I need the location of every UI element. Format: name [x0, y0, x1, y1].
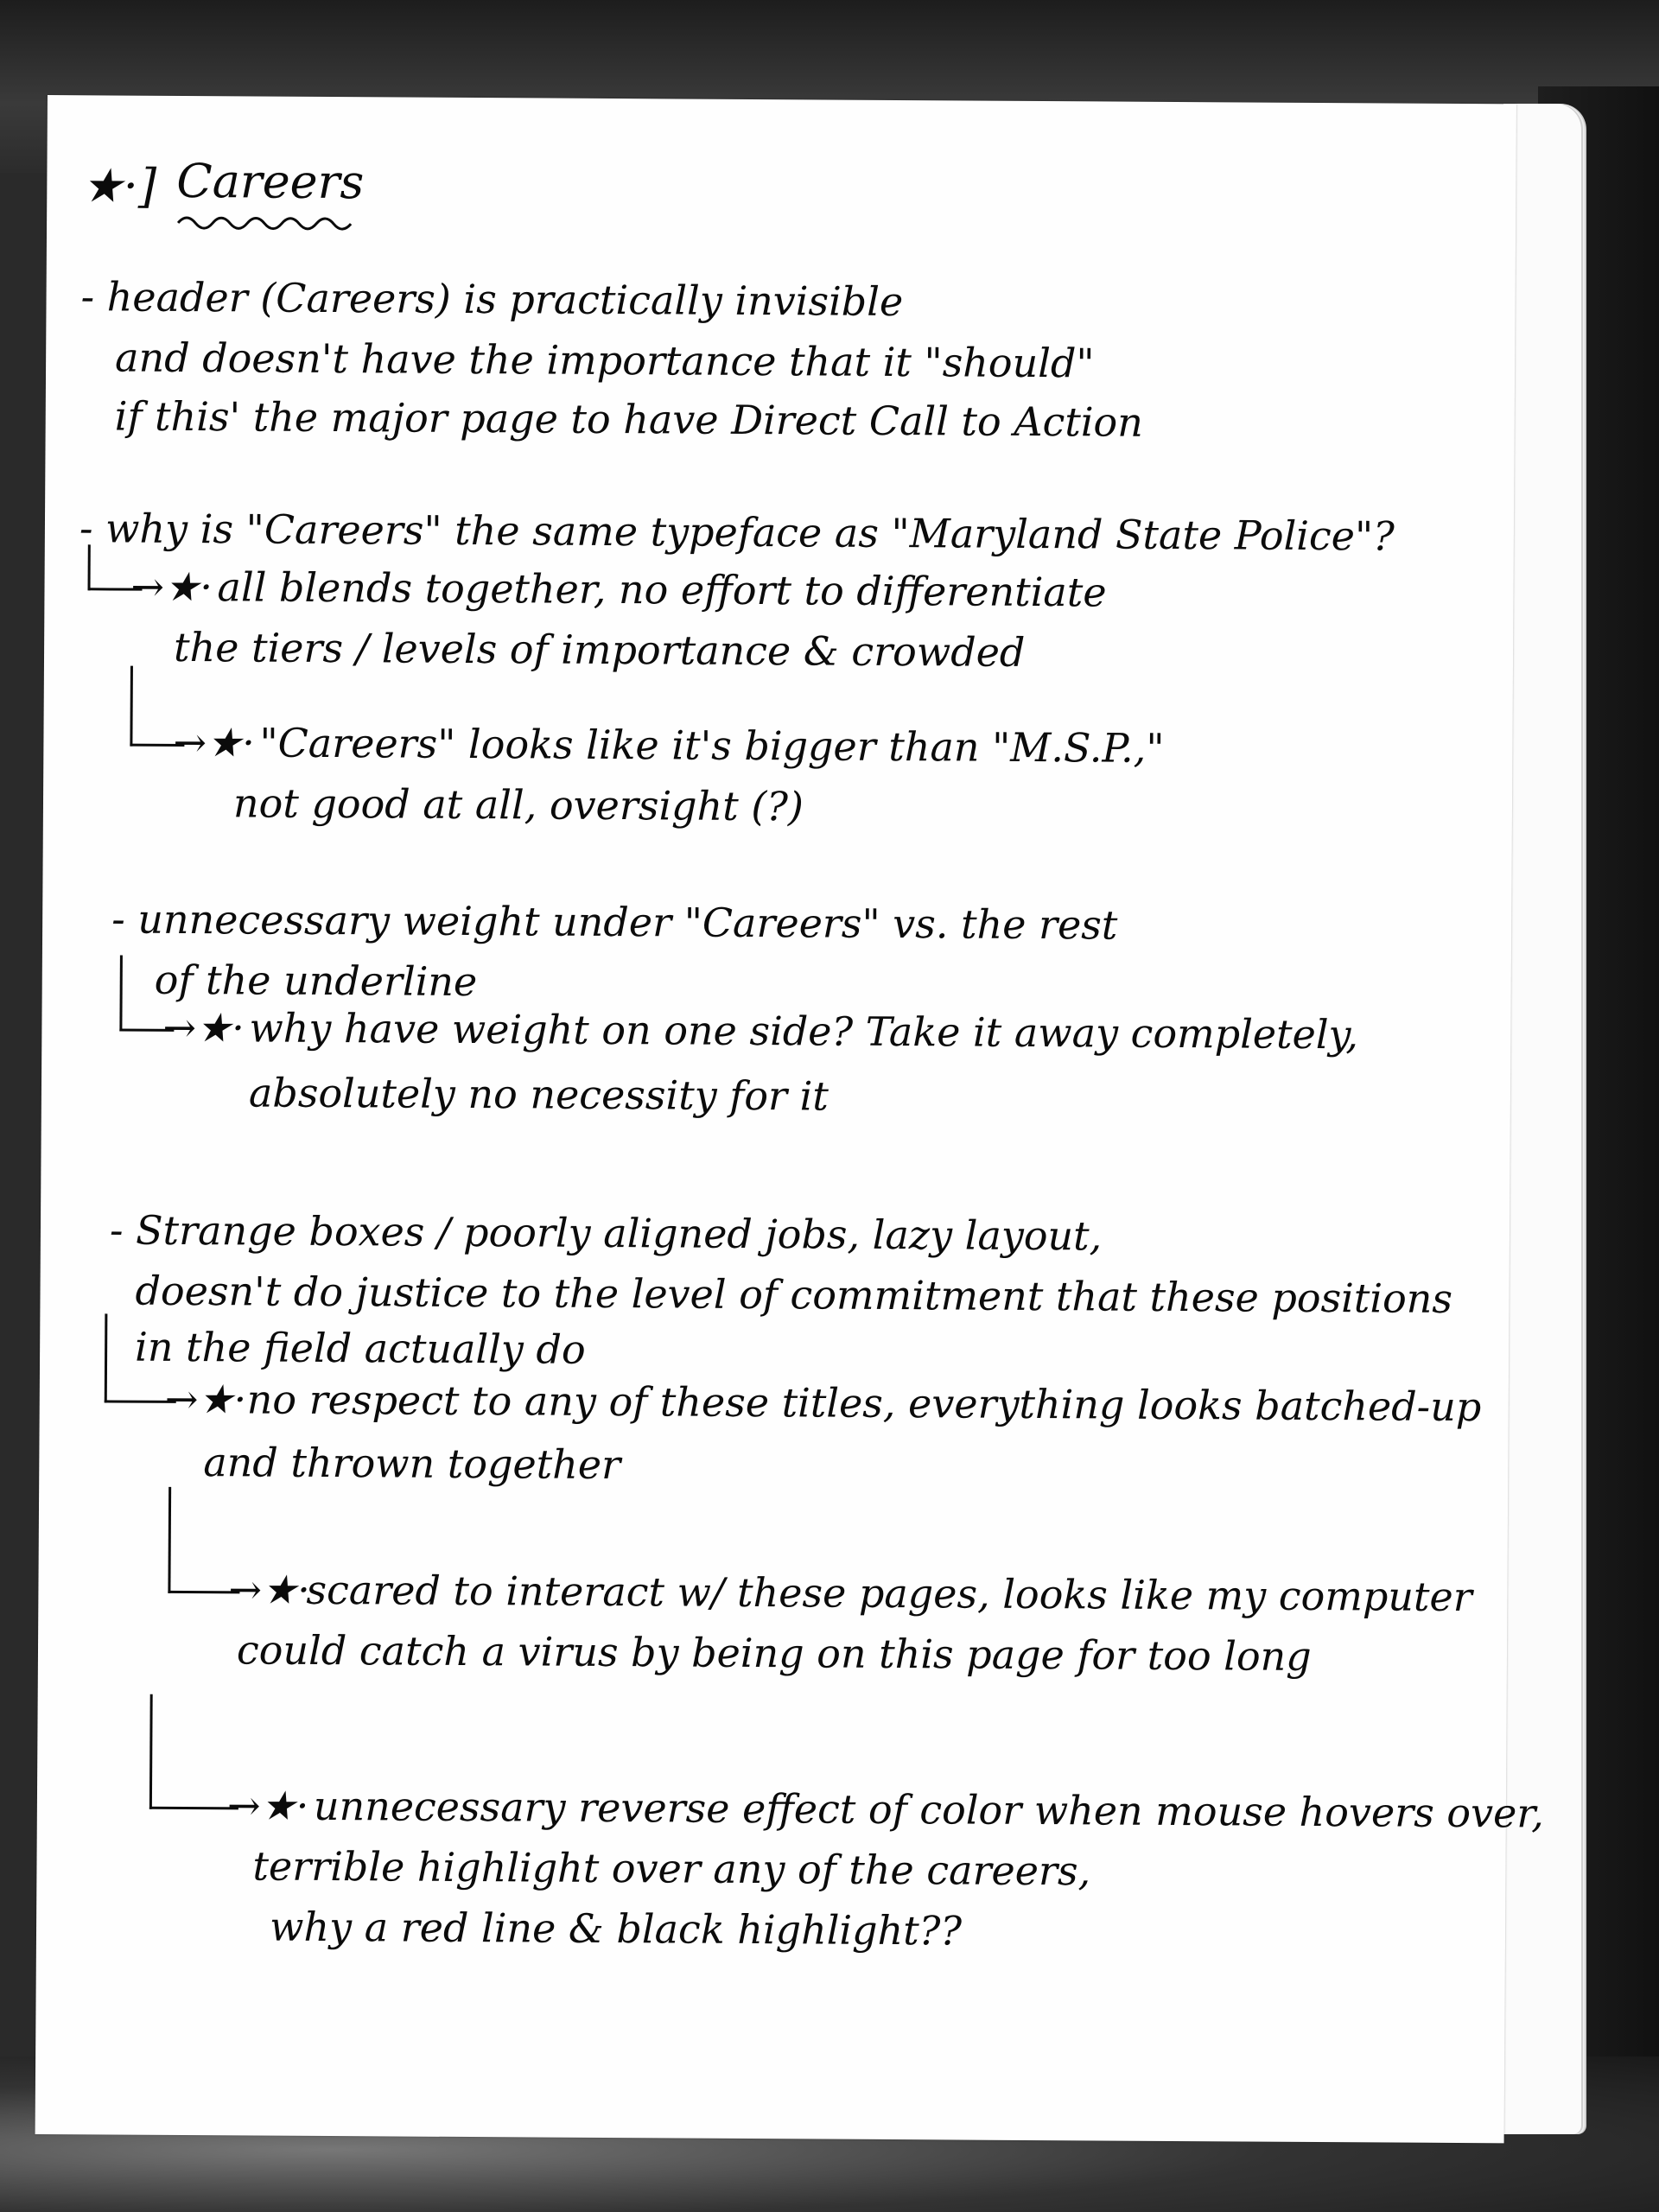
note-1-line-3: if this' the major page to have Direct Call to Action: [114, 392, 1143, 446]
note-2-sub-1-line-1: all blends together, no effort to differentiate: [217, 563, 1107, 616]
note-3-sub-1-line-2: absolutely no necessity for it: [248, 1069, 829, 1120]
note-4-sub-1-arrow-icon: →★·: [164, 1375, 247, 1423]
note-2-sub-2-line-1: "Careers" looks like it's bigger than "M.S.P.,": [259, 719, 1165, 772]
note-1-line-2: and doesn't have the importance that it "should": [114, 334, 1095, 387]
title-star-mark: ★·]: [81, 158, 157, 213]
note-4-sub-3-line-2: terrible highlight over any of the careers,: [252, 1842, 1091, 1895]
note-3-sub-1-arrow-icon: →★·: [162, 1003, 245, 1052]
note-3-line-1: - unnecessary weight under "Careers" vs. the rest: [111, 895, 1118, 949]
note-4-line-3: in the field actually do: [134, 1323, 586, 1373]
note-3-line-2: of the underline: [154, 956, 478, 1006]
note-4-sub-2-arrow-icon: →★·: [228, 1566, 311, 1613]
note-4-sub-3-arrow-icon: →★·: [226, 1782, 309, 1829]
note-2-sub-1-line-2: the tiers / levels of importance & crowded: [173, 623, 1026, 676]
note-4-sub-2-line-1: scared to interact w/ these pages, looks like my computer: [306, 1566, 1472, 1621]
note-2-line-1: - why is "Careers" the same typeface as "Maryland State Police"?: [79, 505, 1395, 560]
note-4-sub-1-line-2: and thrown together: [203, 1439, 621, 1489]
note-1-line-1: - header (Careers) is practically invisible: [80, 273, 904, 326]
note-4-sub-2-line-2: could catch a virus by being on this page for too long: [236, 1626, 1312, 1680]
note-4-sub-1-line-1: no respect to any of these titles, everything looks batched-up: [246, 1376, 1482, 1431]
note-2-sub-2-line-2: not good at all, oversight (?): [232, 779, 804, 830]
note-3-sub-1-line-1: why have weight on one side? Take it away completely,: [249, 1004, 1359, 1058]
title-squiggle-underline: [176, 210, 366, 237]
note-4-line-2: doesn't do justice to the level of commitment that these positions: [135, 1267, 1453, 1322]
note-2-sub-2-arrow-icon: →★·: [173, 718, 255, 766]
note-4-line-1: - Strange boxes / poorly aligned jobs, lazy layout,: [109, 1206, 1103, 1260]
note-4-bracket-3: [149, 1694, 239, 1810]
page-title: Careers: [176, 153, 365, 210]
note-4-sub-3-line-3: why a red line & black highlight??: [269, 1903, 963, 1955]
note-4-sub-3-line-1: unnecessary reverse effect of color when mouse hovers over,: [313, 1782, 1545, 1837]
notebook-page: [35, 95, 1545, 2143]
note-2-sub-1-arrow-icon: →★·: [130, 563, 213, 611]
